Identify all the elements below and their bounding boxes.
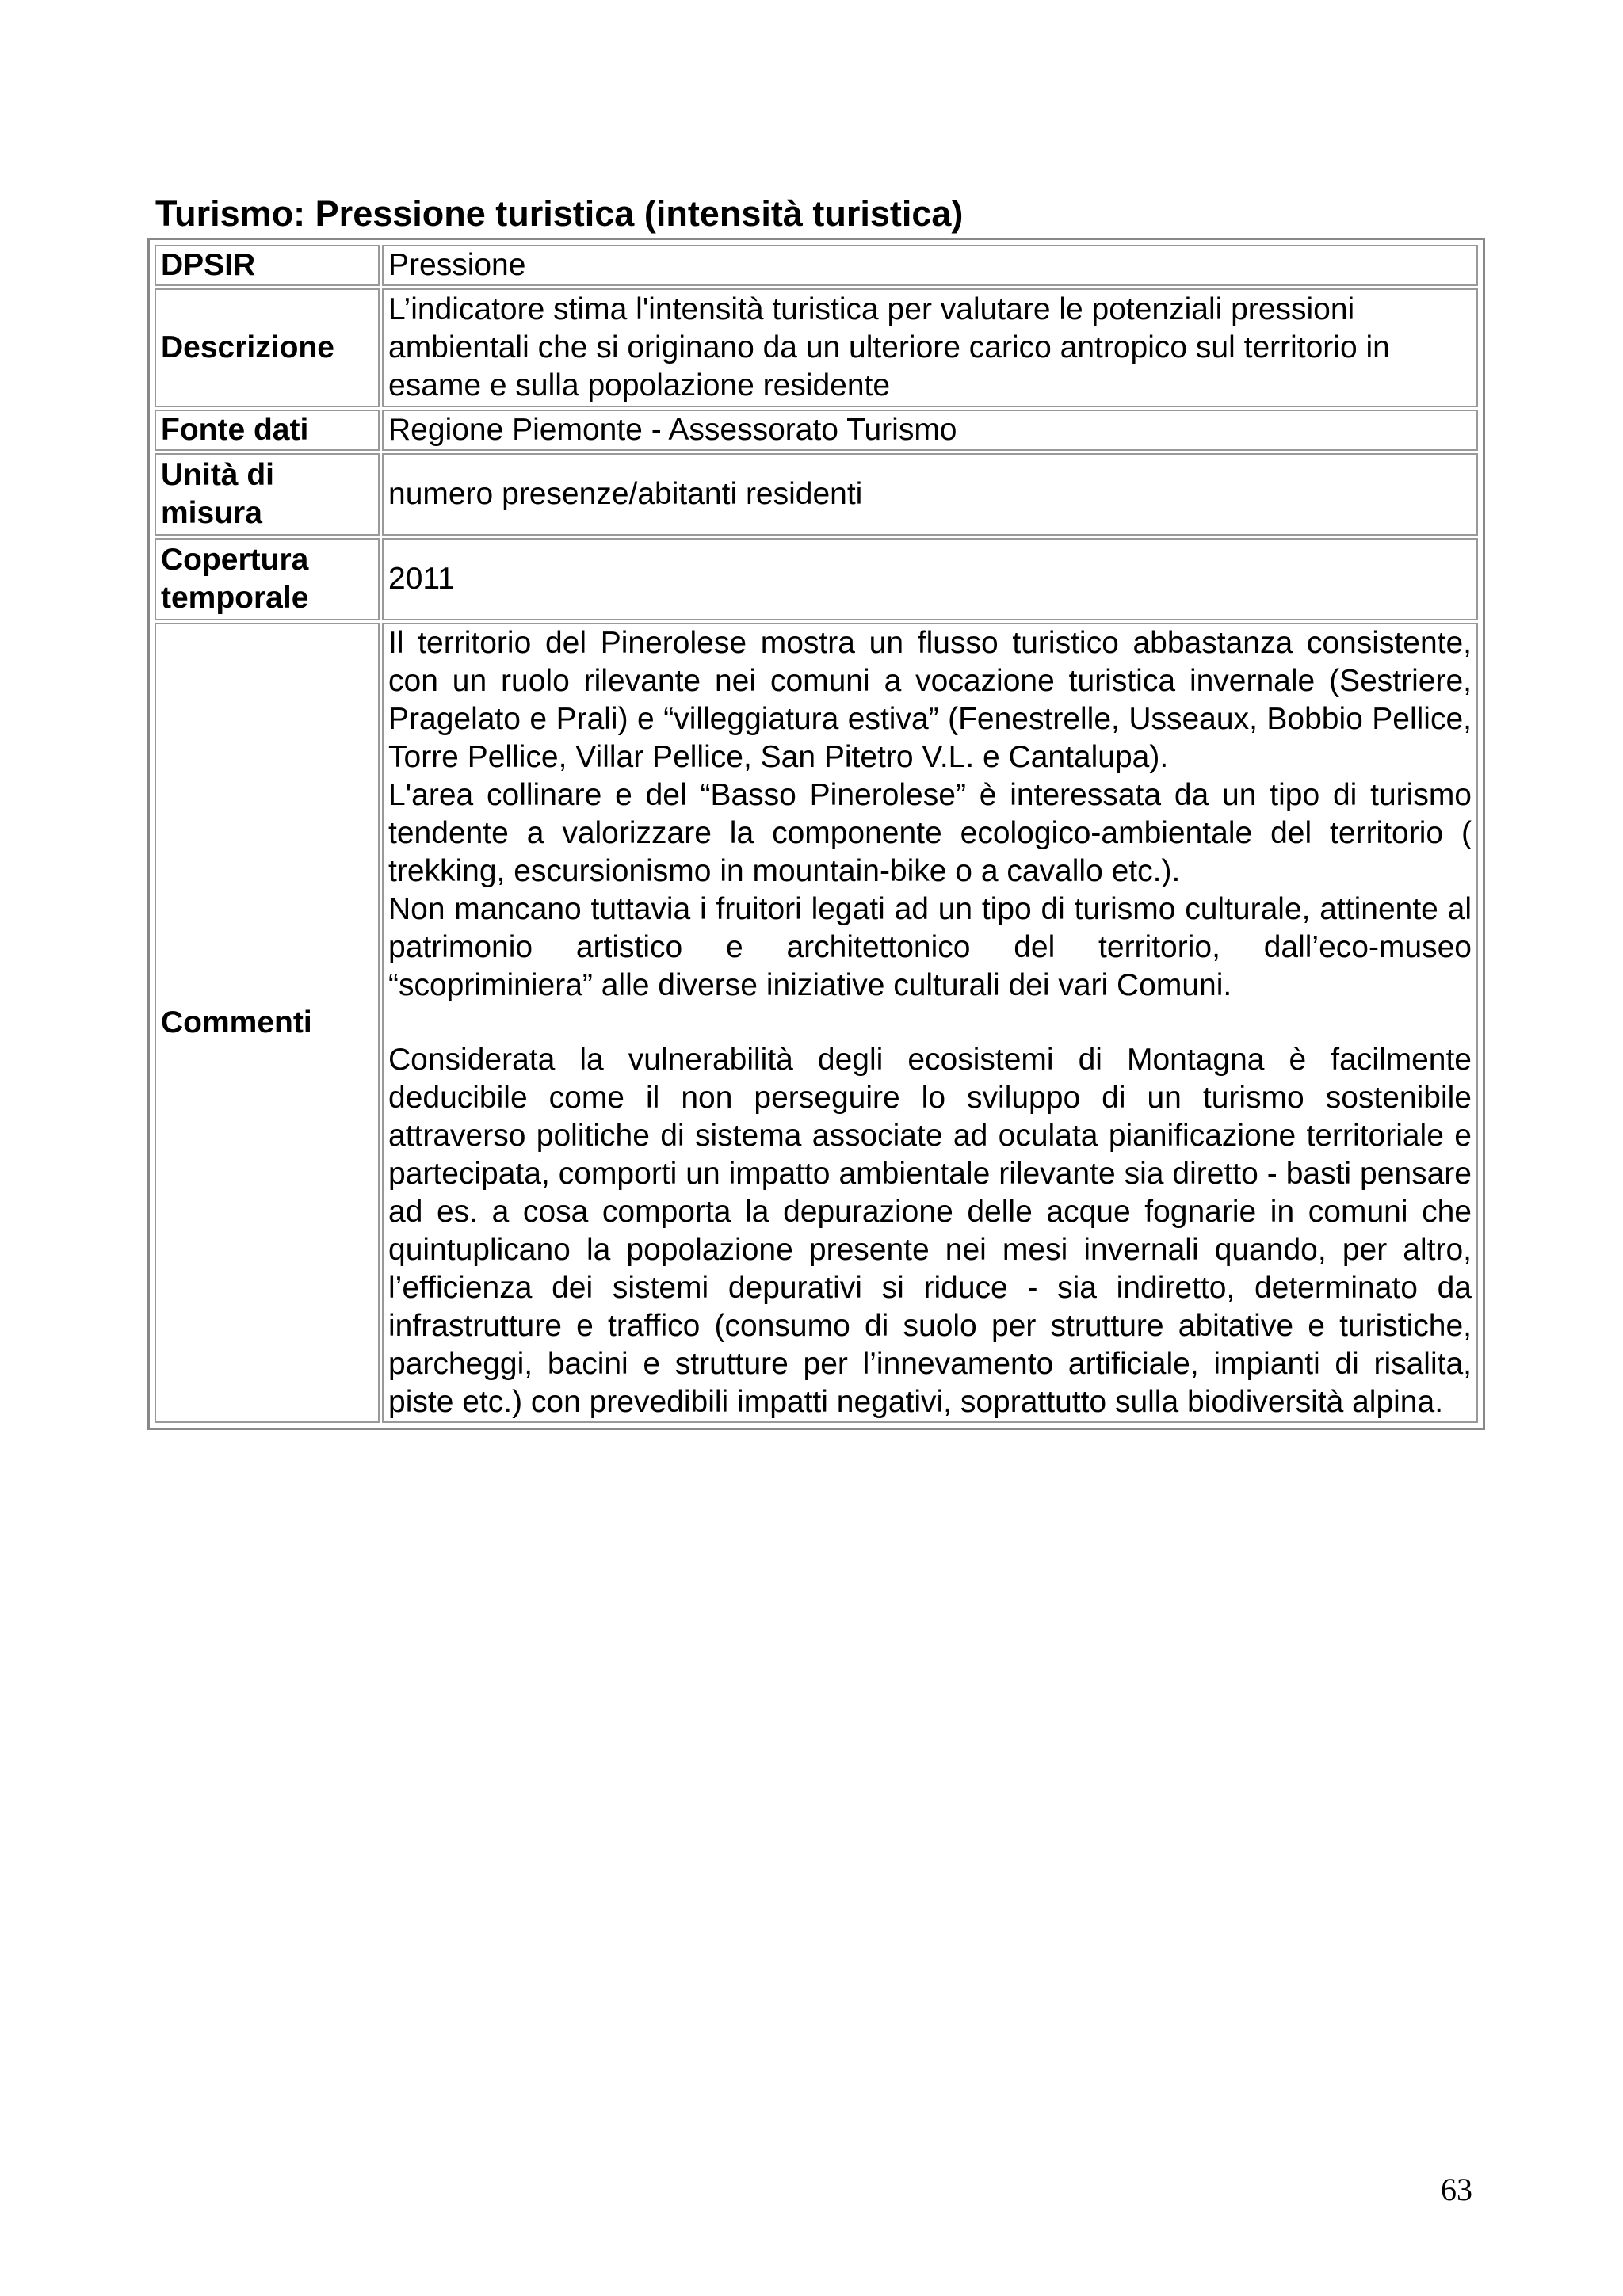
commenti-label: Commenti: [155, 623, 380, 1423]
indicator-grid: [152, 242, 1480, 1425]
commenti-paragraph: L'area collinare e del “Basso Pinerolese” è interessata da un tipo di turismo tendente a valorizzare la componente ecologico-ambientale del territorio ( trekking, escursionismo in mountain-bike o a cavallo etc.).: [388, 778, 1472, 888]
unita-label: Unità di misura: [155, 453, 380, 536]
unita-value: numero presenze/abitanti residenti: [382, 453, 1478, 536]
descrizione-label: Descrizione: [155, 288, 380, 407]
descrizione-value: L’indicatore stima l'intensità turistica per valutare le potenziali pressioni ambientali che si originano da un ulteriore carico antropico sul territorio in esame e sulla popolazione residente: [382, 288, 1478, 407]
fonte-value: Regione Piemonte - Assessorato Turismo: [382, 410, 1478, 451]
commenti-paragraph: Considerata la vulnerabilità degli ecosistemi di Montagna è facilmente deducibile come il non perseguire lo sviluppo di un turismo sostenibile attraverso politiche di sistema associate ad oculata pianificazione territoriale e partecipata, comporti un impatto ambientale rilevante sia diretto - basti pensare ad es. a cosa comporta la depurazione delle acque fognarie in comuni che quintuplicano la popolazione presente nei mesi invernali quando, per altro, l’efficienza dei sistemi depurativi si riduce - sia indiretto, determinato da infrastrutture e traffico (consumo di suolo per strutture abitative e turistiche, parcheggi, bacini e strutture per l’innevamento artificiale, impianti di risalita, piste etc.) con prevedibili impatti negativi, soprattutto sulla biodiversità alpina.: [388, 1043, 1472, 1419]
commenti-paragraph: Il territorio del Pinerolese mostra un flusso turistico abbastanza consistente, con un ruolo rilevante nei comuni a vocazione turistica invernale (Sestriere, Pragelato e Prali) e “villeggiatura estiva” (Fenestrelle, Usseaux, Bobbio Pellice, Torre Pellice, Villar Pellice, San Pitetro V.L. e Cantalupa).: [388, 626, 1472, 774]
dpsir-value: Pressione: [382, 245, 1478, 286]
copertura-label: Copertura temporale: [155, 538, 380, 620]
copertura-value: 2011: [382, 538, 1478, 620]
table-row-fonte: [155, 410, 1478, 451]
page-title: Turismo: Pressione turistica (intensità turistica): [155, 193, 964, 234]
commenti-value: [382, 623, 1478, 1423]
indicator-table: [147, 238, 1485, 1430]
table-row-unita: [155, 453, 1478, 536]
table-row-dpsir: [155, 245, 1478, 286]
page-number: 63: [1441, 2172, 1472, 2207]
fonte-label: Fonte dati: [155, 410, 380, 451]
paragraph-spacer: [388, 1005, 1472, 1041]
table-row-copertura: [155, 538, 1478, 620]
table-row-descrizione: [155, 288, 1478, 407]
commenti-paragraph: Non mancano tuttavia i fruitori legati ad un tipo di turismo culturale, attinente al patrimonio artistico e architettonico del territorio, dall’eco-museo “scopriminiera” alle diverse iniziative culturali dei vari Comuni.: [388, 892, 1472, 1002]
table-row-commenti: [155, 623, 1478, 1423]
dpsir-label: DPSIR: [155, 245, 380, 286]
